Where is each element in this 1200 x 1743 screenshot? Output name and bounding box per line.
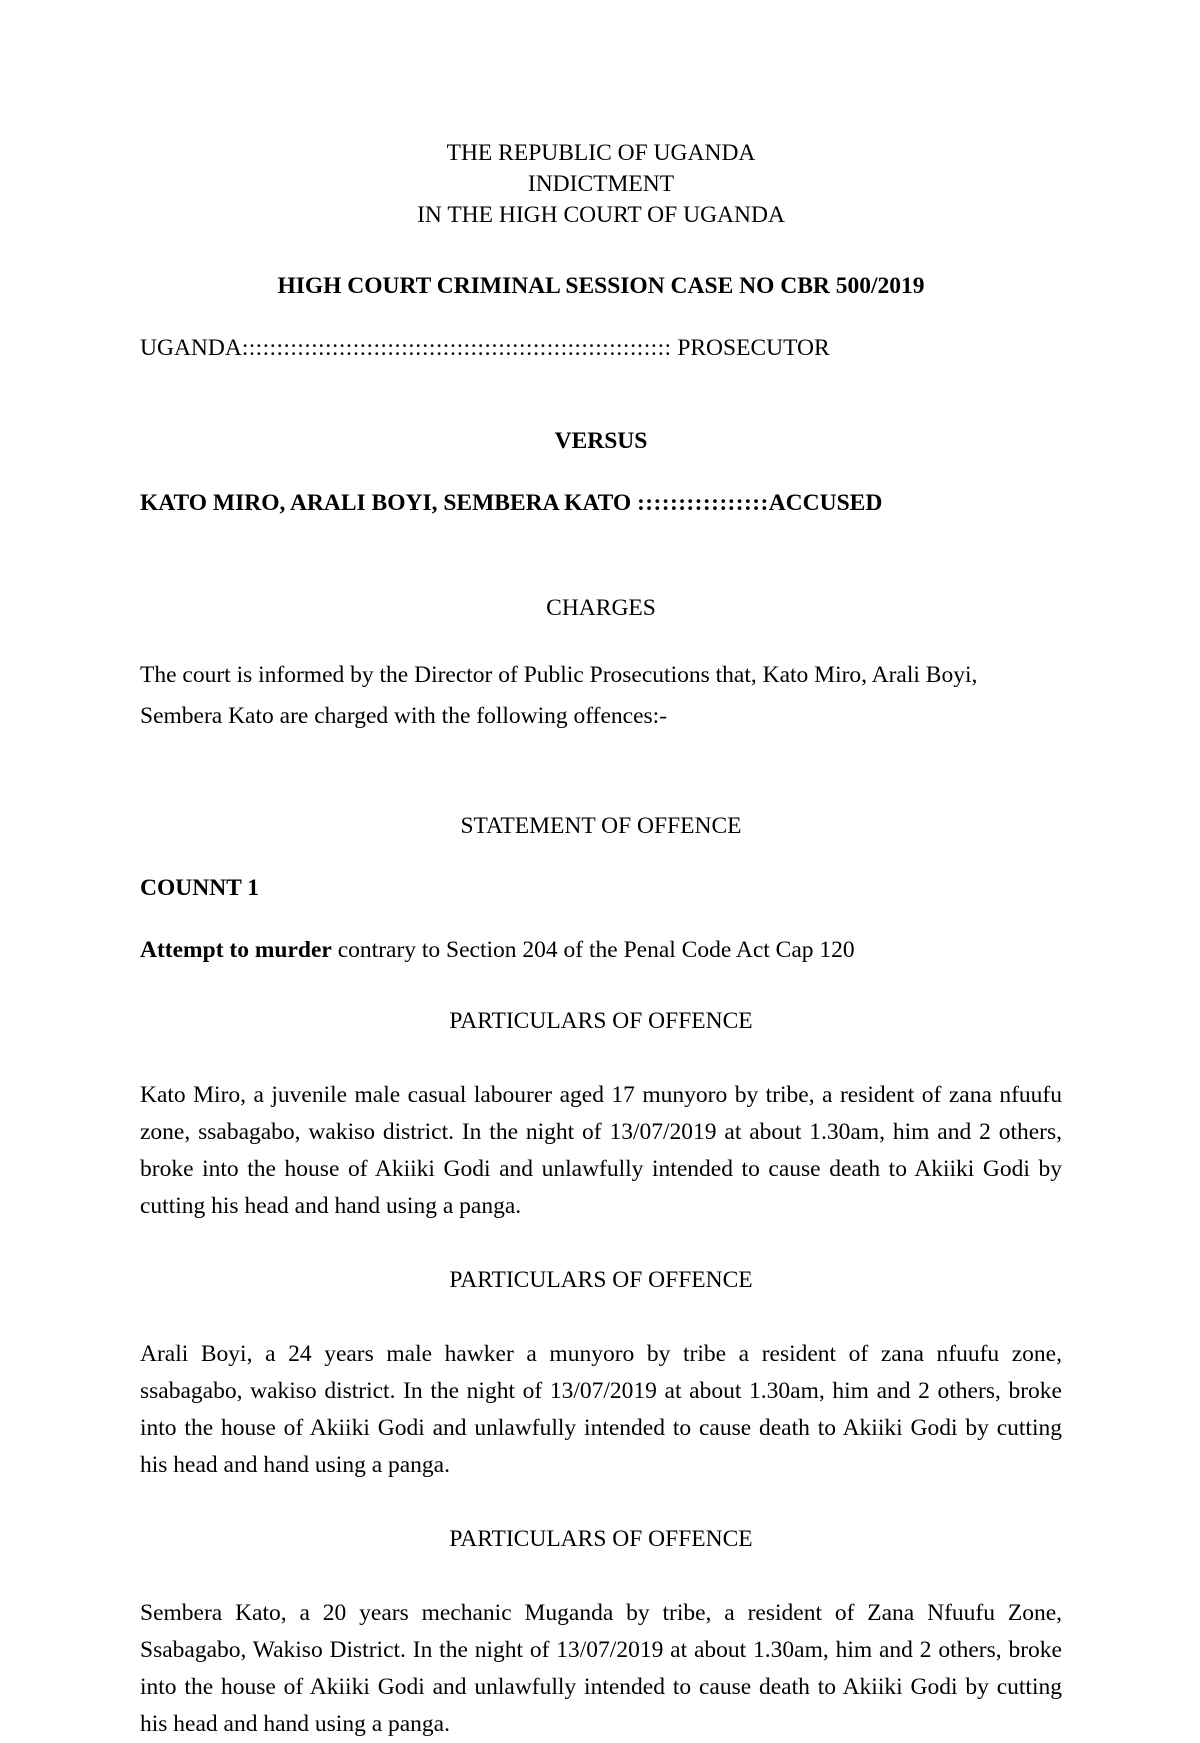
spacer <box>140 737 1062 811</box>
spacer <box>140 1296 1062 1336</box>
header-line-court: IN THE HIGH COURT OF UGANDA <box>417 202 785 228</box>
spacer <box>140 842 1062 873</box>
document-body <box>140 138 1062 1743</box>
particulars-body-2: Arali Boyi, a 24 years male hawker a munyoro by tribe a resident of zana nfuufu zone, ssabagabo, wakiso district. In the night of 13/07/2019 at about 1.30am, him and 2 others, broke into the house of Akiiki Godi and unlawfully intended to cause death to Akiiki Godi by cutting his head and hand using a panga. <box>140 1341 1062 1478</box>
particulars-body-3: Sembera Kato, a 20 years mechanic Muganda by tribe, a resident of Zana Nfuufu Zone, Ssabagabo, Wakiso District. In the night of 13/07/2019 at about 1.30am, him and 2 others, broke into the house of Akiiki Godi and unlawfully intended to cause death to Akiiki Godi by cutting his head and hand using a panga. <box>140 1600 1062 1737</box>
prosecutor-role-label: PROSECUTOR <box>671 335 830 361</box>
case-number-line: HIGH COURT CRIMINAL SESSION CASE NO CBR 500/2019 <box>277 273 925 299</box>
count-label: COUNNT 1 <box>140 875 260 901</box>
charges-body: The court is informed by the Director of Public Prosecutions that, Kato Miro, Arali Boyi, Sembera Kato are charged with the following offences:- <box>140 662 978 729</box>
particulars-body-1: Kato Miro, a juvenile male casual labourer aged 17 munyoro by tribe, a resident of zana nfuufu zone, ssabagabo, wakiso district. In the night of 13/07/2019 at about 1.30am, him and 2 others, broke into the house of Akiiki Godi and unlawfully intended to cause death to Akiiki Godi by cutting his head and hand using a panga. <box>140 1082 1062 1219</box>
spacer <box>140 966 1062 1006</box>
particulars-heading-3: PARTICULARS OF OFFENCE <box>449 1526 753 1552</box>
accused-line <box>140 488 1062 519</box>
spacer <box>140 1484 1062 1524</box>
header-line-indictment: INDICTMENT <box>527 171 675 197</box>
spacer <box>140 904 1062 935</box>
offence-citation: contrary to Section 204 of the Penal Code Act Cap 120 <box>331 937 855 963</box>
spacer <box>140 1037 1062 1077</box>
prosecutor-line <box>140 333 1062 364</box>
header-line-republic: THE REPUBLIC OF UGANDA <box>446 140 756 166</box>
charges-heading: CHARGES <box>546 595 656 621</box>
spacer <box>140 457 1062 488</box>
prosecutor-label: UGANDA <box>140 335 242 361</box>
document-header <box>140 138 1062 231</box>
accused-names: KATO MIRO, ARALI BOYI, SEMBERA KATO <box>140 490 638 516</box>
prosecutor-leader-dots: :::::::::::::::::::::::::::::::::::::::::::::::::::::::::::::: <box>241 335 672 361</box>
spacer <box>140 1555 1062 1595</box>
spacer <box>140 624 1062 655</box>
particulars-heading-1: PARTICULARS OF OFFENCE <box>449 1008 753 1034</box>
accused-leader-dots: :::::::::::::::: <box>637 490 769 516</box>
offence-name: Attempt to murder <box>140 937 332 963</box>
accused-role-label: ACCUSED <box>768 490 883 516</box>
spacer <box>140 364 1062 426</box>
spacer <box>140 1225 1062 1265</box>
statement-of-offence-heading: STATEMENT OF OFFENCE <box>460 813 742 839</box>
spacer <box>140 519 1062 593</box>
versus-label: VERSUS <box>554 428 648 454</box>
spacer <box>140 302 1062 333</box>
offence-statement-line <box>140 935 1062 966</box>
spacer <box>140 231 1062 271</box>
particulars-heading-2: PARTICULARS OF OFFENCE <box>449 1267 753 1293</box>
